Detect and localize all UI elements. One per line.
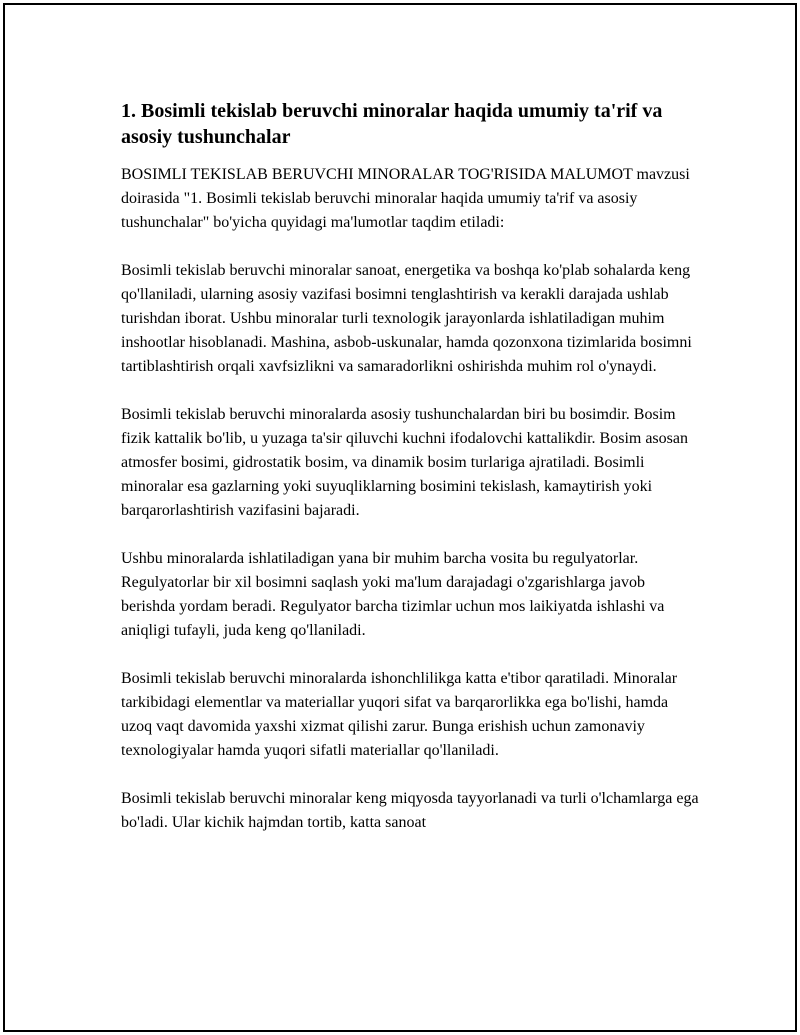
section-heading: 1. Bosimli tekislab beruvchi minoralar haqida umumiy ta'rif va asosiy tushunchalar (121, 100, 663, 148)
paragraph: Bosimli tekislab beruvchi minoralarda asosiy tushunchalardan biri bu bosimdir. Bosim fizik kattalik bo'lib, u yuzaga ta'sir qiluvchi kuchni ifodalovchi kattalikdir. Bosim asosan atmosfer bosimi, gidrostatik bosim, va dinamik bosim turlariga ajratiladi. Bosimli minoralar esa gazlarning yoki suyuqliklarning bosimini tekislash, kamaytirish yoki barqarorlashtirish vazifasini bajaradi. (121, 406, 688, 519)
paragraph: Bosimli tekislab beruvchi minoralar sanoat, energetika va boshqa ko'plab sohalarda keng qo'llaniladi, ularning asosiy vazifasi bosimni tenglashtirish va kerakli darajada ushlab turishdan iborat. Ushbu minoralar turli texnologik jarayonlarda ishlatiladigan muhim inshootlar hisoblanadi. Mashina, asbob-uskunalar, hamda qozonxona tizimlarida bosimni tartiblashtirish orqali xavfsizlikni va samaradorlikni oshirishda muhim rol o'ynaydi. (121, 262, 692, 375)
paragraph-intro: BOSIMLI TEKISLAB BERUVCHI MINORALAR TOG'RISIDA MALUMOT mavzusi doirasida "1. Bosimli tekislab beruvchi minoralar haqida umumiy ta'rif va asosiy tushunchalar" bo'yicha quyidagi ma'lumotlar taqdim etiladi: (121, 166, 690, 231)
paragraph: Bosimli tekislab beruvchi minoralarda ishonchlilikga katta e'tibor qaratiladi. Minoralar tarkibidagi elementlar va materiallar yuqori sifat va barqarorlikka ega bo'lishi, hamda uzoq vaqt davomida yaxshi xizmat qilishi zarur. Bunga erishish uchun zamonaviy texnologiyalar hamda yuqori sifatli materiallar qo'llaniladi. (121, 670, 678, 759)
paragraph: Ushbu minoralarda ishlatiladigan yana bir muhim barcha vosita bu regulyatorlar. Regulyatorlar bir xil bosimni saqlash yoki ma'lum darajadagi o'zgarishlarga javob berishda yordam beradi. Regulyator barcha tizimlar uchun mos laikiyatda ishlashi va aniqligi tufayli, juda keng qo'llaniladi. (121, 550, 665, 639)
document-body (121, 98, 701, 859)
paragraph: Bosimli tekislab beruvchi minoralar keng miqyosda tayyorlanadi va turli o'lchamlarga ega bo'ladi. Ular kichik hajmdan tortib, katta sanoat (121, 790, 699, 831)
document-page (3, 3, 797, 1032)
